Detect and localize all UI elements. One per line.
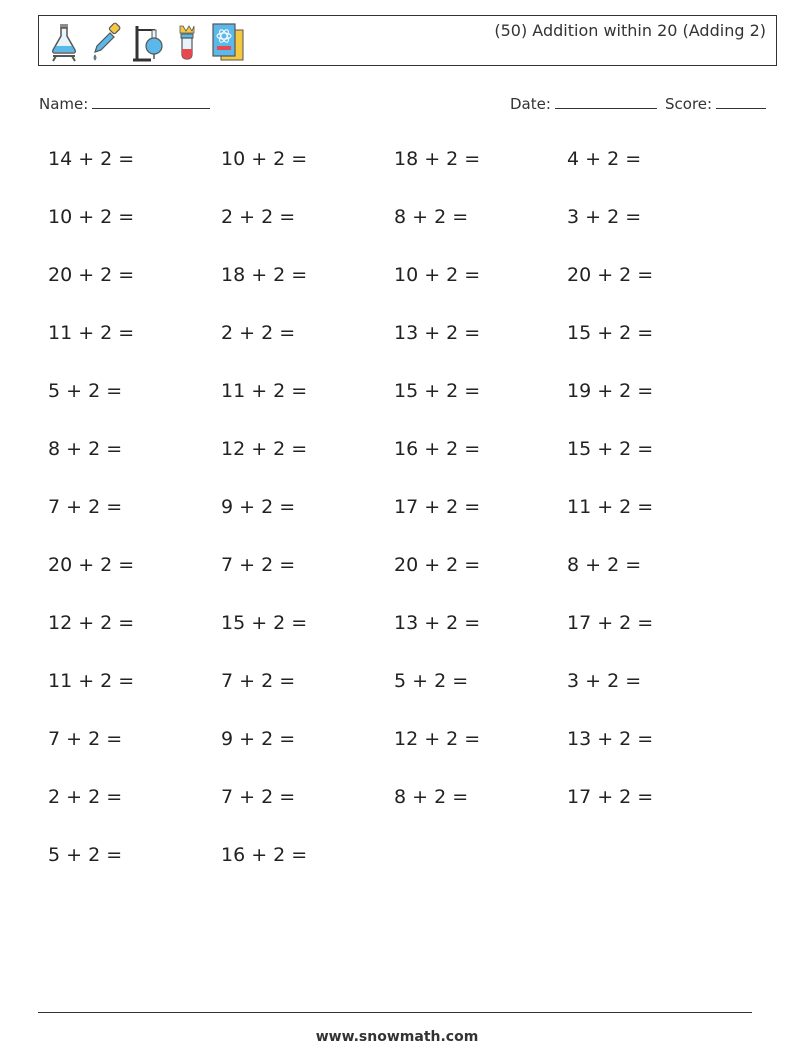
date-field (510, 94, 657, 113)
problem-item: 17 + 2 = (394, 496, 481, 518)
problem-item: 7 + 2 = (48, 496, 123, 518)
problem-item: 10 + 2 = (394, 264, 481, 286)
problem-item: 11 + 2 = (221, 380, 308, 402)
problem-item: 20 + 2 = (48, 264, 135, 286)
retort-stand-icon (131, 22, 165, 62)
name-label: Name: (39, 95, 89, 113)
problem-item: 13 + 2 = (567, 728, 654, 750)
problem-item: 15 + 2 = (567, 322, 654, 344)
dropper-icon (89, 22, 123, 62)
problem-item: 11 + 2 = (567, 496, 654, 518)
problem-item: 16 + 2 = (394, 438, 481, 460)
footer-website: www.snowmath.com (315, 1029, 479, 1045)
flask-icon (47, 22, 81, 62)
problem-item: 8 + 2 = (394, 786, 469, 808)
problem-item: 4 + 2 = (567, 148, 642, 170)
problem-item: 8 + 2 = (48, 438, 123, 460)
score-label: Score: (665, 95, 713, 113)
problem-item: 9 + 2 = (221, 728, 296, 750)
problem-item: 12 + 2 = (48, 612, 135, 634)
problem-item: 13 + 2 = (394, 612, 481, 634)
problem-item: 20 + 2 = (394, 554, 481, 576)
problem-item: 10 + 2 = (48, 206, 135, 228)
problem-item: 12 + 2 = (221, 438, 308, 460)
problem-item: 10 + 2 = (221, 148, 308, 170)
problem-item: 11 + 2 = (48, 670, 135, 692)
problem-item: 8 + 2 = (394, 206, 469, 228)
problem-item: 2 + 2 = (221, 206, 296, 228)
score-field (665, 94, 766, 113)
problem-item: 8 + 2 = (567, 554, 642, 576)
problem-item: 2 + 2 = (221, 322, 296, 344)
problem-item: 15 + 2 = (394, 380, 481, 402)
problem-item: 18 + 2 = (394, 148, 481, 170)
problem-item: 14 + 2 = (48, 148, 135, 170)
date-blank (555, 94, 657, 109)
problem-item: 5 + 2 = (394, 670, 469, 692)
problem-grid (48, 130, 740, 884)
problem-item: 15 + 2 = (221, 612, 308, 634)
problem-item: 19 + 2 = (567, 380, 654, 402)
icon-strip (47, 20, 247, 64)
score-blank (716, 94, 766, 109)
problem-item: 3 + 2 = (567, 670, 642, 692)
problem-item: 7 + 2 = (221, 670, 296, 692)
footer-divider (38, 1012, 752, 1013)
problem-item: 17 + 2 = (567, 612, 654, 634)
problem-item: 11 + 2 = (48, 322, 135, 344)
problem-item: 16 + 2 = (221, 844, 308, 866)
problem-item: 3 + 2 = (567, 206, 642, 228)
problem-item: 12 + 2 = (394, 728, 481, 750)
science-book-icon (209, 22, 247, 62)
problem-item: 17 + 2 = (567, 786, 654, 808)
problem-item: 5 + 2 = (48, 844, 123, 866)
date-label: Date: (510, 95, 551, 113)
problem-item: 7 + 2 = (221, 554, 296, 576)
problem-item: 9 + 2 = (221, 496, 296, 518)
problem-item: 7 + 2 = (48, 728, 123, 750)
problem-item: 5 + 2 = (48, 380, 123, 402)
name-field (39, 94, 210, 113)
problem-item: 20 + 2 = (567, 264, 654, 286)
worksheet-header (38, 15, 777, 66)
problem-item: 20 + 2 = (48, 554, 135, 576)
test-tube-icon (173, 22, 201, 62)
name-blank (92, 94, 210, 109)
worksheet-title: (50) Addition within 20 (Adding 2) (494, 21, 766, 40)
problem-item: 15 + 2 = (567, 438, 654, 460)
problem-item: 13 + 2 = (394, 322, 481, 344)
problem-item: 18 + 2 = (221, 264, 308, 286)
problem-item: 2 + 2 = (48, 786, 123, 808)
problem-item: 7 + 2 = (221, 786, 296, 808)
